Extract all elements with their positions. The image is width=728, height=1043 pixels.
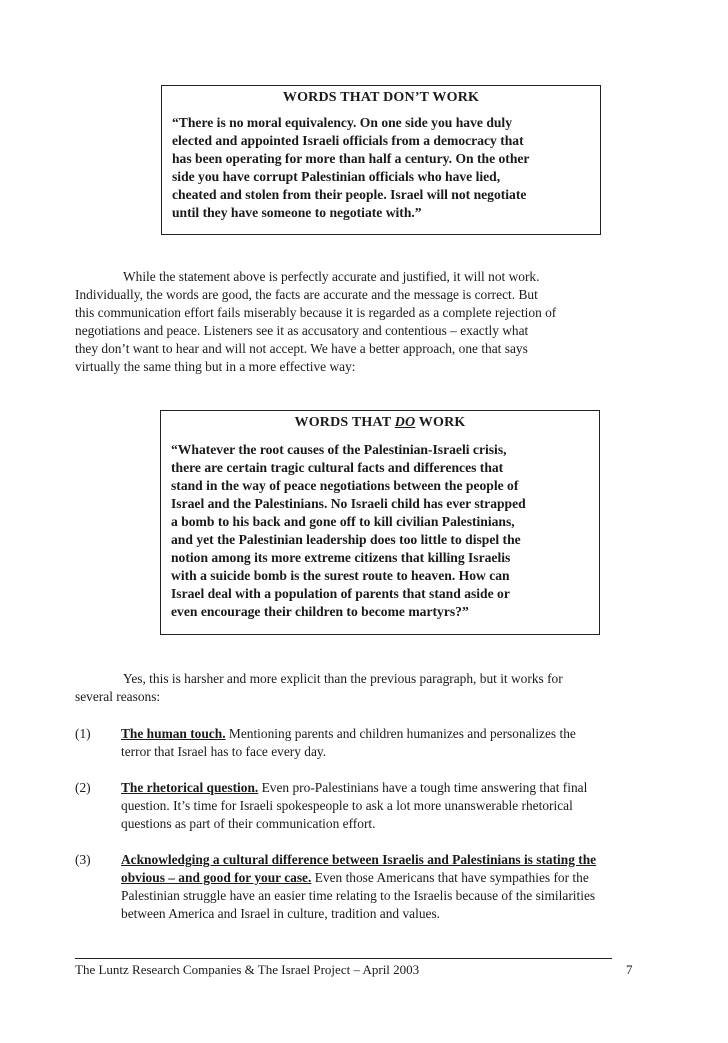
item-number: (3) <box>75 852 91 867</box>
quote-line: elected and appointed Israeli officials from a democracy that <box>172 133 524 148</box>
item-number: (2) <box>75 780 91 795</box>
quote-line: “Whatever the root causes of the Palestinian-Israeli crisis, <box>171 442 507 457</box>
quote-line: with a suicide bomb is the surest route to heaven. How can <box>171 568 510 583</box>
box-title: WORDS THAT DO WORK <box>294 415 466 430</box>
footer-rule <box>75 958 612 959</box>
item-heading: obvious – and good for your case. <box>121 870 312 885</box>
item-text: Mentioning parents and children humanizes and personalizes the <box>225 726 576 741</box>
body-paragraph <box>75 268 675 376</box>
item-text: between America and Israel in culture, tradition and values. <box>121 906 441 921</box>
item-number: (1) <box>75 726 91 741</box>
paragraph-line: negotiations and peace. Listeners see it as accusatory and contentious – exactly what <box>75 323 529 338</box>
quote-line: stand in the way of peace negotiations between the people of <box>171 478 519 493</box>
quote-line: Israel deal with a population of parents that stand aside or <box>171 586 510 601</box>
paragraph-line: several reasons: <box>75 689 161 704</box>
item-text: Even those Americans that have sympathies for the <box>311 870 589 885</box>
paragraph-line: this communication effort fails miserably because it is regarded as a complete rejection of <box>75 305 557 320</box>
words-that-dont-work-box <box>161 85 601 235</box>
quote-line: side you have corrupt Palestinian officials who have lied, <box>172 169 501 184</box>
quote-line: Israel and the Palestinians. No Israeli child has ever strapped <box>171 496 526 511</box>
paragraph-line: they don’t want to hear and will not accept. We have a better approach, one that says <box>75 341 528 356</box>
quote-line: notion among its more extreme citizens that killing Israelis <box>171 550 511 565</box>
quote-line: has been operating for more than half a century. On the other <box>172 151 530 166</box>
paragraph-line: virtually the same thing but in a more effective way: <box>75 359 356 374</box>
item-heading: The rhetorical question. <box>121 780 259 795</box>
paragraph-line: Individually, the words are good, the facts are accurate and the message is correct. But <box>75 287 538 302</box>
item-text: Even pro-Palestinians have a tough time answering that final <box>258 780 588 795</box>
emphasis-do: DO <box>394 415 416 430</box>
paragraph-line: While the statement above is perfectly accurate and justified, it will not work. <box>123 269 540 284</box>
page-number: 7 <box>626 962 633 977</box>
quote-line: cheated and stolen from their people. Israel will not negotiate <box>172 187 527 202</box>
item-text: Palestinian struggle have an easier time relating to the Israelis because of the similarities <box>121 888 596 903</box>
words-that-do-work-box <box>160 410 600 635</box>
box-title: WORDS THAT DON’T WORK <box>282 90 480 105</box>
quote-line: even encourage their children to become martyrs?” <box>171 604 469 619</box>
item-text: terror that Israel has to face every day. <box>121 744 327 759</box>
item-text: question. It’s time for Israeli spokespeople to ask a lot more unanswerable rhetorical <box>121 798 573 813</box>
quote-line: a bomb to his back and gone off to kill civilian Palestinians, <box>171 514 515 529</box>
paragraph-line: Yes, this is harsher and more explicit than the previous paragraph, but it works for <box>123 671 563 686</box>
quote-line: and yet the Palestinian leadership does too little to dispel the <box>171 532 521 547</box>
body-paragraph <box>75 670 675 706</box>
item-text: questions as part of their communication effort. <box>121 816 376 831</box>
quote-line: there are certain tragic cultural facts and differences that <box>171 460 504 475</box>
quote-line: “There is no moral equivalency. On one side you have duly <box>172 115 513 130</box>
item-heading: Acknowledging a cultural difference between Israelis and Palestinians is stating the <box>121 852 597 867</box>
item-heading: The human touch. <box>121 726 226 741</box>
quote-line: until they have someone to negotiate with.” <box>172 205 422 220</box>
footer-text: The Luntz Research Companies & The Israel Project – April 2003 <box>75 962 420 977</box>
